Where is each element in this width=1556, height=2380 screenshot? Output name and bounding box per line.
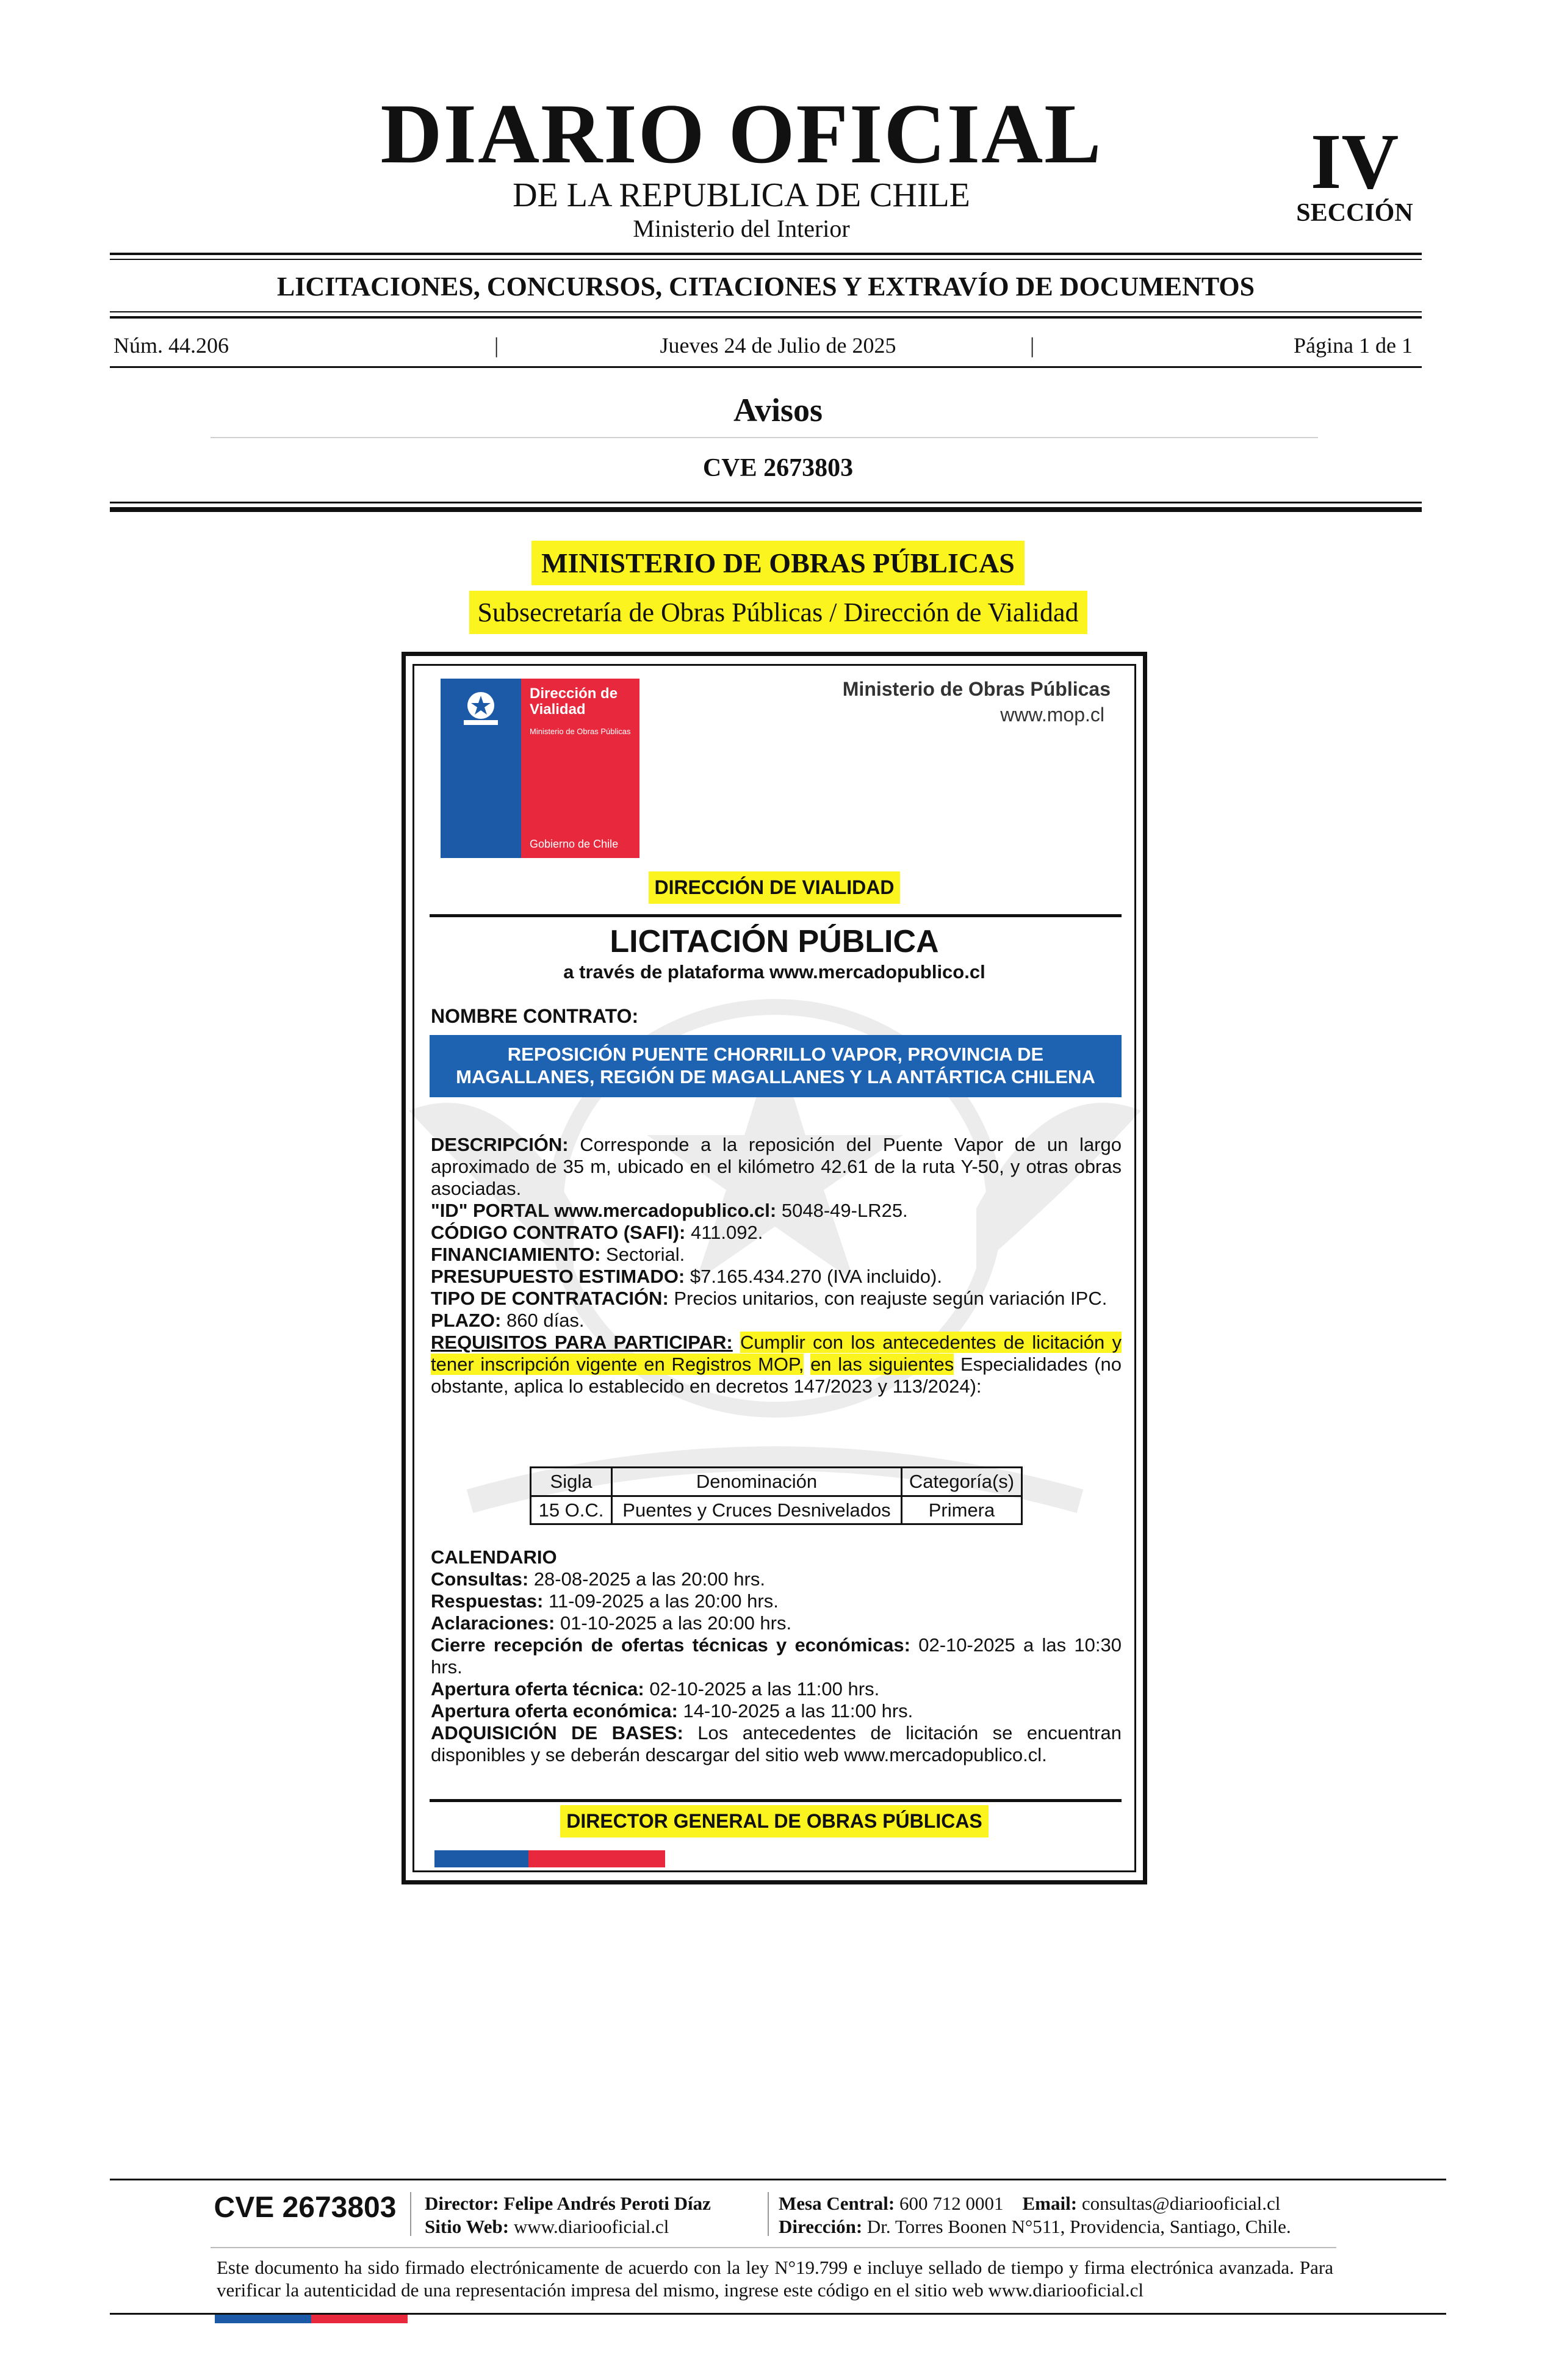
field-value: 02-10-2025 a las 10:30 hrs. xyxy=(431,1634,1122,1678)
field-label: FINANCIAMIENTO: xyxy=(431,1244,601,1265)
field-label: Apertura oferta técnica: xyxy=(431,1678,644,1700)
footer-website-link[interactable]: www.diariooficial.cl xyxy=(513,2216,669,2237)
masthead-rule-top-thin xyxy=(110,259,1422,260)
footer-flag-blue xyxy=(215,2315,311,2323)
calendar-row xyxy=(431,1590,1122,1612)
field-value: $7.165.434.270 (IVA incluido). xyxy=(690,1266,942,1287)
section-number: IV xyxy=(1310,118,1399,206)
field-value: 28-08-2025 a las 20:00 hrs. xyxy=(533,1568,765,1590)
notice-rule-bottom xyxy=(430,1799,1122,1802)
field-label: Consultas: xyxy=(431,1568,529,1590)
footer-address xyxy=(779,2215,1291,2238)
category-rule-thick xyxy=(110,316,1422,319)
footer-value: Felipe Andrés Peroti Díaz xyxy=(503,2193,711,2214)
newspaper-ministry: Ministerio del Interior xyxy=(633,215,850,242)
field-value: Sectorial. xyxy=(606,1244,685,1265)
footer-divider xyxy=(410,2192,411,2236)
contract-name-line: MAGALLANES, REGIÓN DE MAGALLANES Y LA ANTÁRTICA CHILENA xyxy=(456,1066,1095,1087)
footer-director xyxy=(425,2192,711,2215)
section-category: LICITACIONES, CONCURSOS, CITACIONES Y EXTRAVÍO DE DOCUMENTOS xyxy=(276,272,1255,301)
contract-type-row xyxy=(431,1288,1122,1310)
coat-of-arms-icon xyxy=(456,685,505,734)
tender-details xyxy=(431,1134,1122,1397)
calendar-row xyxy=(431,1612,1122,1634)
mop-website: www.mop.cl xyxy=(1000,704,1104,726)
masthead-rule-top xyxy=(110,253,1422,255)
vialidad-logo xyxy=(441,679,639,858)
field-label: Cierre recepción de ofertas técnicas y económicas: xyxy=(431,1634,910,1656)
field-value: Cumplir con los antecedentes de licitación y tener inscripción vigente en Registros MOP, xyxy=(431,1332,1122,1375)
calendar-heading-row xyxy=(431,1546,1122,1568)
ministry-heading-wrap xyxy=(0,541,1556,585)
footer-label: Dirección: xyxy=(779,2216,863,2237)
table-row xyxy=(531,1496,1022,1524)
section-label: SECCIÓN xyxy=(1296,199,1413,227)
field-value: 860 días. xyxy=(506,1310,585,1331)
field-value: Corresponde a la reposición del Puente Vapor de un largo aproximado de 35 m, ubicado en el kilómetro 42.61 de la ruta Y-50, y otras obras asociadas. xyxy=(431,1134,1122,1199)
subsecretary-heading-wrap xyxy=(0,591,1556,634)
footer-label: Sitio Web: xyxy=(425,2216,510,2237)
footer-rule-mid xyxy=(211,2247,1336,2248)
field-value: 01-10-2025 a las 20:00 hrs. xyxy=(560,1612,792,1634)
direction-heading: DIRECCIÓN DE VIALIDAD xyxy=(649,871,901,904)
avisos-underline xyxy=(211,437,1318,438)
footer-value: Dr. Torres Boonen N°511, Providencia, Santiago, Chile. xyxy=(866,2216,1291,2237)
field-label: "ID" PORTAL www.mercadopublico.cl: xyxy=(431,1200,777,1221)
calendar-row xyxy=(431,1568,1122,1590)
footer-divider xyxy=(768,2192,769,2236)
table-header-row xyxy=(531,1468,1022,1496)
table-header: Denominación xyxy=(612,1468,902,1496)
footer-label: Mesa Central: xyxy=(779,2193,895,2214)
financing-row xyxy=(431,1244,1122,1266)
description-row xyxy=(431,1134,1122,1200)
table-header: Categoría(s) xyxy=(902,1468,1022,1496)
info-separator: | xyxy=(1030,333,1035,358)
flag-bar-blue xyxy=(434,1850,528,1867)
field-label: Aclaraciones: xyxy=(431,1612,555,1634)
calendar-section xyxy=(431,1546,1122,1766)
field-label: CÓDIGO CONTRATO (SAFI): xyxy=(431,1222,686,1243)
field-value: 5048-49-LR25. xyxy=(781,1200,908,1221)
footer-website xyxy=(425,2215,669,2238)
term-row xyxy=(431,1310,1122,1332)
budget-row xyxy=(431,1266,1122,1288)
field-label: TIPO DE CONTRATACIÓN: xyxy=(431,1288,669,1309)
field-label: Apertura oferta económica: xyxy=(431,1700,678,1722)
issue-date: Jueves 24 de Julio de 2025 xyxy=(660,333,896,358)
field-value: 11-09-2025 a las 20:00 hrs. xyxy=(548,1590,779,1612)
logo-subtitle: Ministerio de Obras Públicas xyxy=(530,727,631,736)
field-label: REQUISITOS PARA PARTICIPAR: xyxy=(431,1332,733,1353)
field-label: ADQUISICIÓN DE BASES: xyxy=(431,1722,683,1744)
signature-wrap xyxy=(412,1805,1136,1837)
calendar-row xyxy=(431,1634,1122,1678)
table-cell: Puentes y Cruces Desnivelados xyxy=(612,1496,902,1524)
table-header: Sigla xyxy=(531,1468,612,1496)
footer-flag-red xyxy=(311,2315,408,2323)
contract-name-box xyxy=(430,1035,1122,1097)
footer-legal-notice: Este documento ha sido firmado electrónicamente de acuerdo con la ley N°19.799 e incluye sellado de tiempo y firma electrónica avanzada. Para verificar la autenticidad de una representación impresa del mismo, ingrese este código en el sitio web www.diariooficial.cl xyxy=(217,2257,1333,2301)
code-row xyxy=(431,1222,1122,1244)
field-value: 14-10-2025 a las 11:00 hrs. xyxy=(683,1700,913,1722)
cve-code: CVE 2673803 xyxy=(702,454,854,482)
field-value: en las siguientes xyxy=(810,1354,954,1375)
subsecretary-heading: Subsecretaría de Obras Públicas / Dirección de Vialidad xyxy=(469,591,1087,634)
field-value: 411.092. xyxy=(690,1222,763,1243)
mop-name: Ministerio de Obras Públicas xyxy=(842,678,1111,700)
contract-label: NOMBRE CONTRATO: xyxy=(431,1005,639,1027)
ministry-heading: MINISTERIO DE OBRAS PÚBLICAS xyxy=(531,541,1025,585)
signature-heading: DIRECTOR GENERAL DE OBRAS PÚBLICAS xyxy=(560,1805,989,1837)
field-value: Precios unitarios, con reajuste según variación IPC. xyxy=(674,1288,1108,1309)
field-label: DESCRIPCIÓN: xyxy=(431,1134,569,1155)
footer-cve: CVE 2673803 xyxy=(214,2191,397,2224)
category-rule xyxy=(110,311,1422,312)
requirements-row xyxy=(431,1332,1122,1397)
direction-heading-wrap xyxy=(412,871,1136,904)
calendar-row xyxy=(431,1722,1122,1766)
portal-row xyxy=(431,1200,1122,1222)
page-count: Página 1 de 1 xyxy=(1294,333,1413,358)
flag-bar-red xyxy=(528,1850,665,1867)
calendar-heading: CALENDARIO xyxy=(431,1546,557,1568)
info-separator: | xyxy=(494,333,499,358)
table-cell: 15 O.C. xyxy=(531,1496,612,1524)
field-value: Los antecedentes de licitación se encuentran disponibles y se deberán descargar del sitio web www.mercadopublico.cl. xyxy=(431,1722,1122,1765)
logo-title: Dirección de Vialidad xyxy=(530,685,618,718)
footer-value: 600 712 0001 xyxy=(899,2193,1004,2214)
tender-subtitle: a través de plataforma www.mercadopublico.cl xyxy=(563,961,985,983)
field-label: Respuestas: xyxy=(431,1590,544,1612)
logo-government: Gobierno de Chile xyxy=(530,838,619,850)
field-label: PLAZO: xyxy=(431,1310,502,1331)
field-value: 02-10-2025 a las 11:00 hrs. xyxy=(649,1678,880,1700)
contract-name-line: REPOSICIÓN PUENTE CHORRILLO VAPOR, PROVINCIA DE xyxy=(507,1044,1044,1065)
specialties-table xyxy=(530,1466,1023,1525)
calendar-row xyxy=(431,1700,1122,1722)
footer-phone xyxy=(779,2192,1280,2215)
footer-label: Director: xyxy=(425,2193,499,2214)
footer-rule-top xyxy=(110,2179,1446,2180)
header-rule-thin xyxy=(110,502,1422,503)
section-title: Avisos xyxy=(733,392,823,428)
newspaper-title: DIARIO OFICIAL xyxy=(380,87,1103,181)
tender-title: LICITACIÓN PÚBLICA xyxy=(610,924,939,959)
footer-label: Email: xyxy=(1022,2193,1078,2214)
field-value: Especialidades (no obstante, aplica lo establecido en decretos 147/2023 y 113/2024): xyxy=(431,1354,1122,1397)
info-rule xyxy=(110,366,1422,368)
footer-email-link[interactable]: consultas@diariooficial.cl xyxy=(1081,2193,1281,2214)
issue-number: Núm. 44.206 xyxy=(113,333,229,358)
header-rule-thick xyxy=(110,507,1422,512)
calendar-row xyxy=(431,1678,1122,1700)
newspaper-subtitle: DE LA REPUBLICA DE CHILE xyxy=(513,176,970,214)
table-cell: Primera xyxy=(902,1496,1022,1524)
field-label: PRESUPUESTO ESTIMADO: xyxy=(431,1266,685,1287)
notice-rule-top xyxy=(430,914,1122,917)
